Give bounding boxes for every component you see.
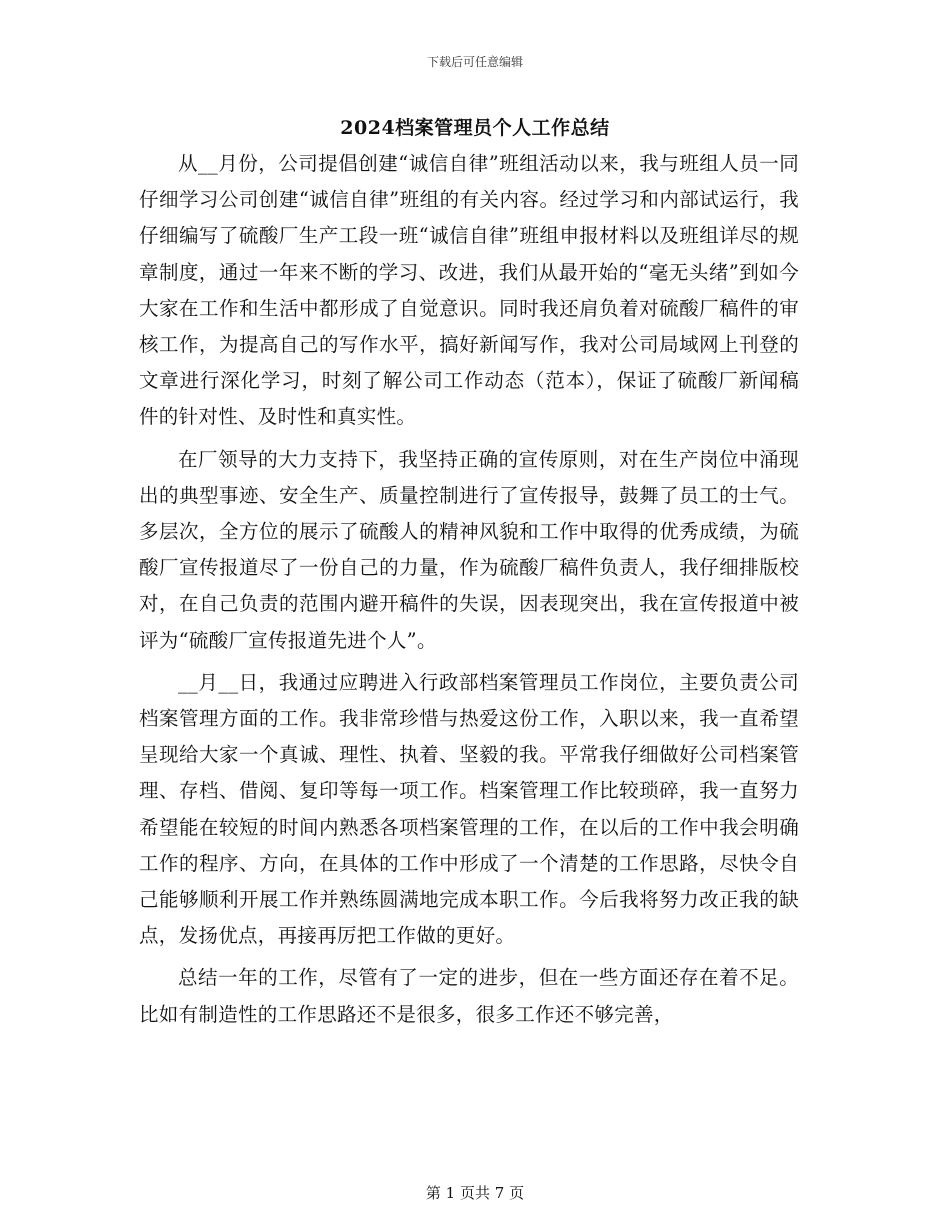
- paragraph: 在厂领导的大力支持下，我坚持正确的宣传原则，对在生产岗位中涌现出的典型事迹、安全生产、质量控制进行了宣传报导，鼓舞了员工的士气。多层次，全方位的展示了硫酸人的精神风貌和工作中取得的优秀成绩，为硫酸厂宣传报道尽了一份自己的力量，作为硫酸厂稿件负责人，我仔细排版校对，在自己负责的范围内避开稿件的失误，因表现突出，我在宣传报道中被评为“硫酸厂宣传报道先进个人”。: [139, 447, 799, 652]
- paragraph: 从__月份，公司提倡创建“诚信自律”班组活动以来，我与班组人员一同仔细学习公司创建“诚信自律”班组的有关内容。经过学习和内部试运行，我仔细编写了硫酸厂生产工段一班“诚信自律”班组申报材料以及班组详尽的规章制度，通过一年来不断的学习、改进，我们从最开始的“毫无头绪”到如今大家在工作和生活中都形成了自觉意识。同时我还肩负着对硫酸厂稿件的审核工作，为提高自己的写作水平，搞好新闻写作，我对公司局域网上刊登的文章进行深化学习，时刻了解公司工作动态（范本），保证了硫酸厂新闻稿件的针对性、及时性和真实性。: [139, 152, 799, 429]
- paragraph: __月__日，我通过应聘进入行政部档案管理员工作岗位，主要负责公司档案管理方面的工作。我非常珍惜与热爱这份工作，入职以来，我一直希望呈现给大家一个真诚、理性、执着、坚毅的我。平常我仔细做好公司档案管理、存档、借阅、复印等每一项工作。档案管理工作比较琐碎，我一直努力希望能在较短的时间内熟悉各项档案管理的工作，在以后的工作中我会明确工作的程序、方向，在具体的工作中形成了一个清楚的工作思路，尽快令自己能够顺利开展工作并熟练圆满地完成本职工作。今后我将努力改正我的缺点，发扬优点，再接再厉把工作做的更好。: [139, 670, 799, 948]
- document-body: [139, 146, 799, 1039]
- paragraph: 总结一年的工作，尽管有了一定的进步，但在一些方面还存在着不足。比如有制造性的工作思路还不是很多，很多工作还不够完善，: [139, 966, 799, 1026]
- header-note: 下载后可任意编辑: [426, 55, 523, 69]
- page-number: 第 1 页共 7 页: [425, 1184, 525, 1202]
- document-title: 2024档案管理员个人工作总结: [340, 117, 610, 139]
